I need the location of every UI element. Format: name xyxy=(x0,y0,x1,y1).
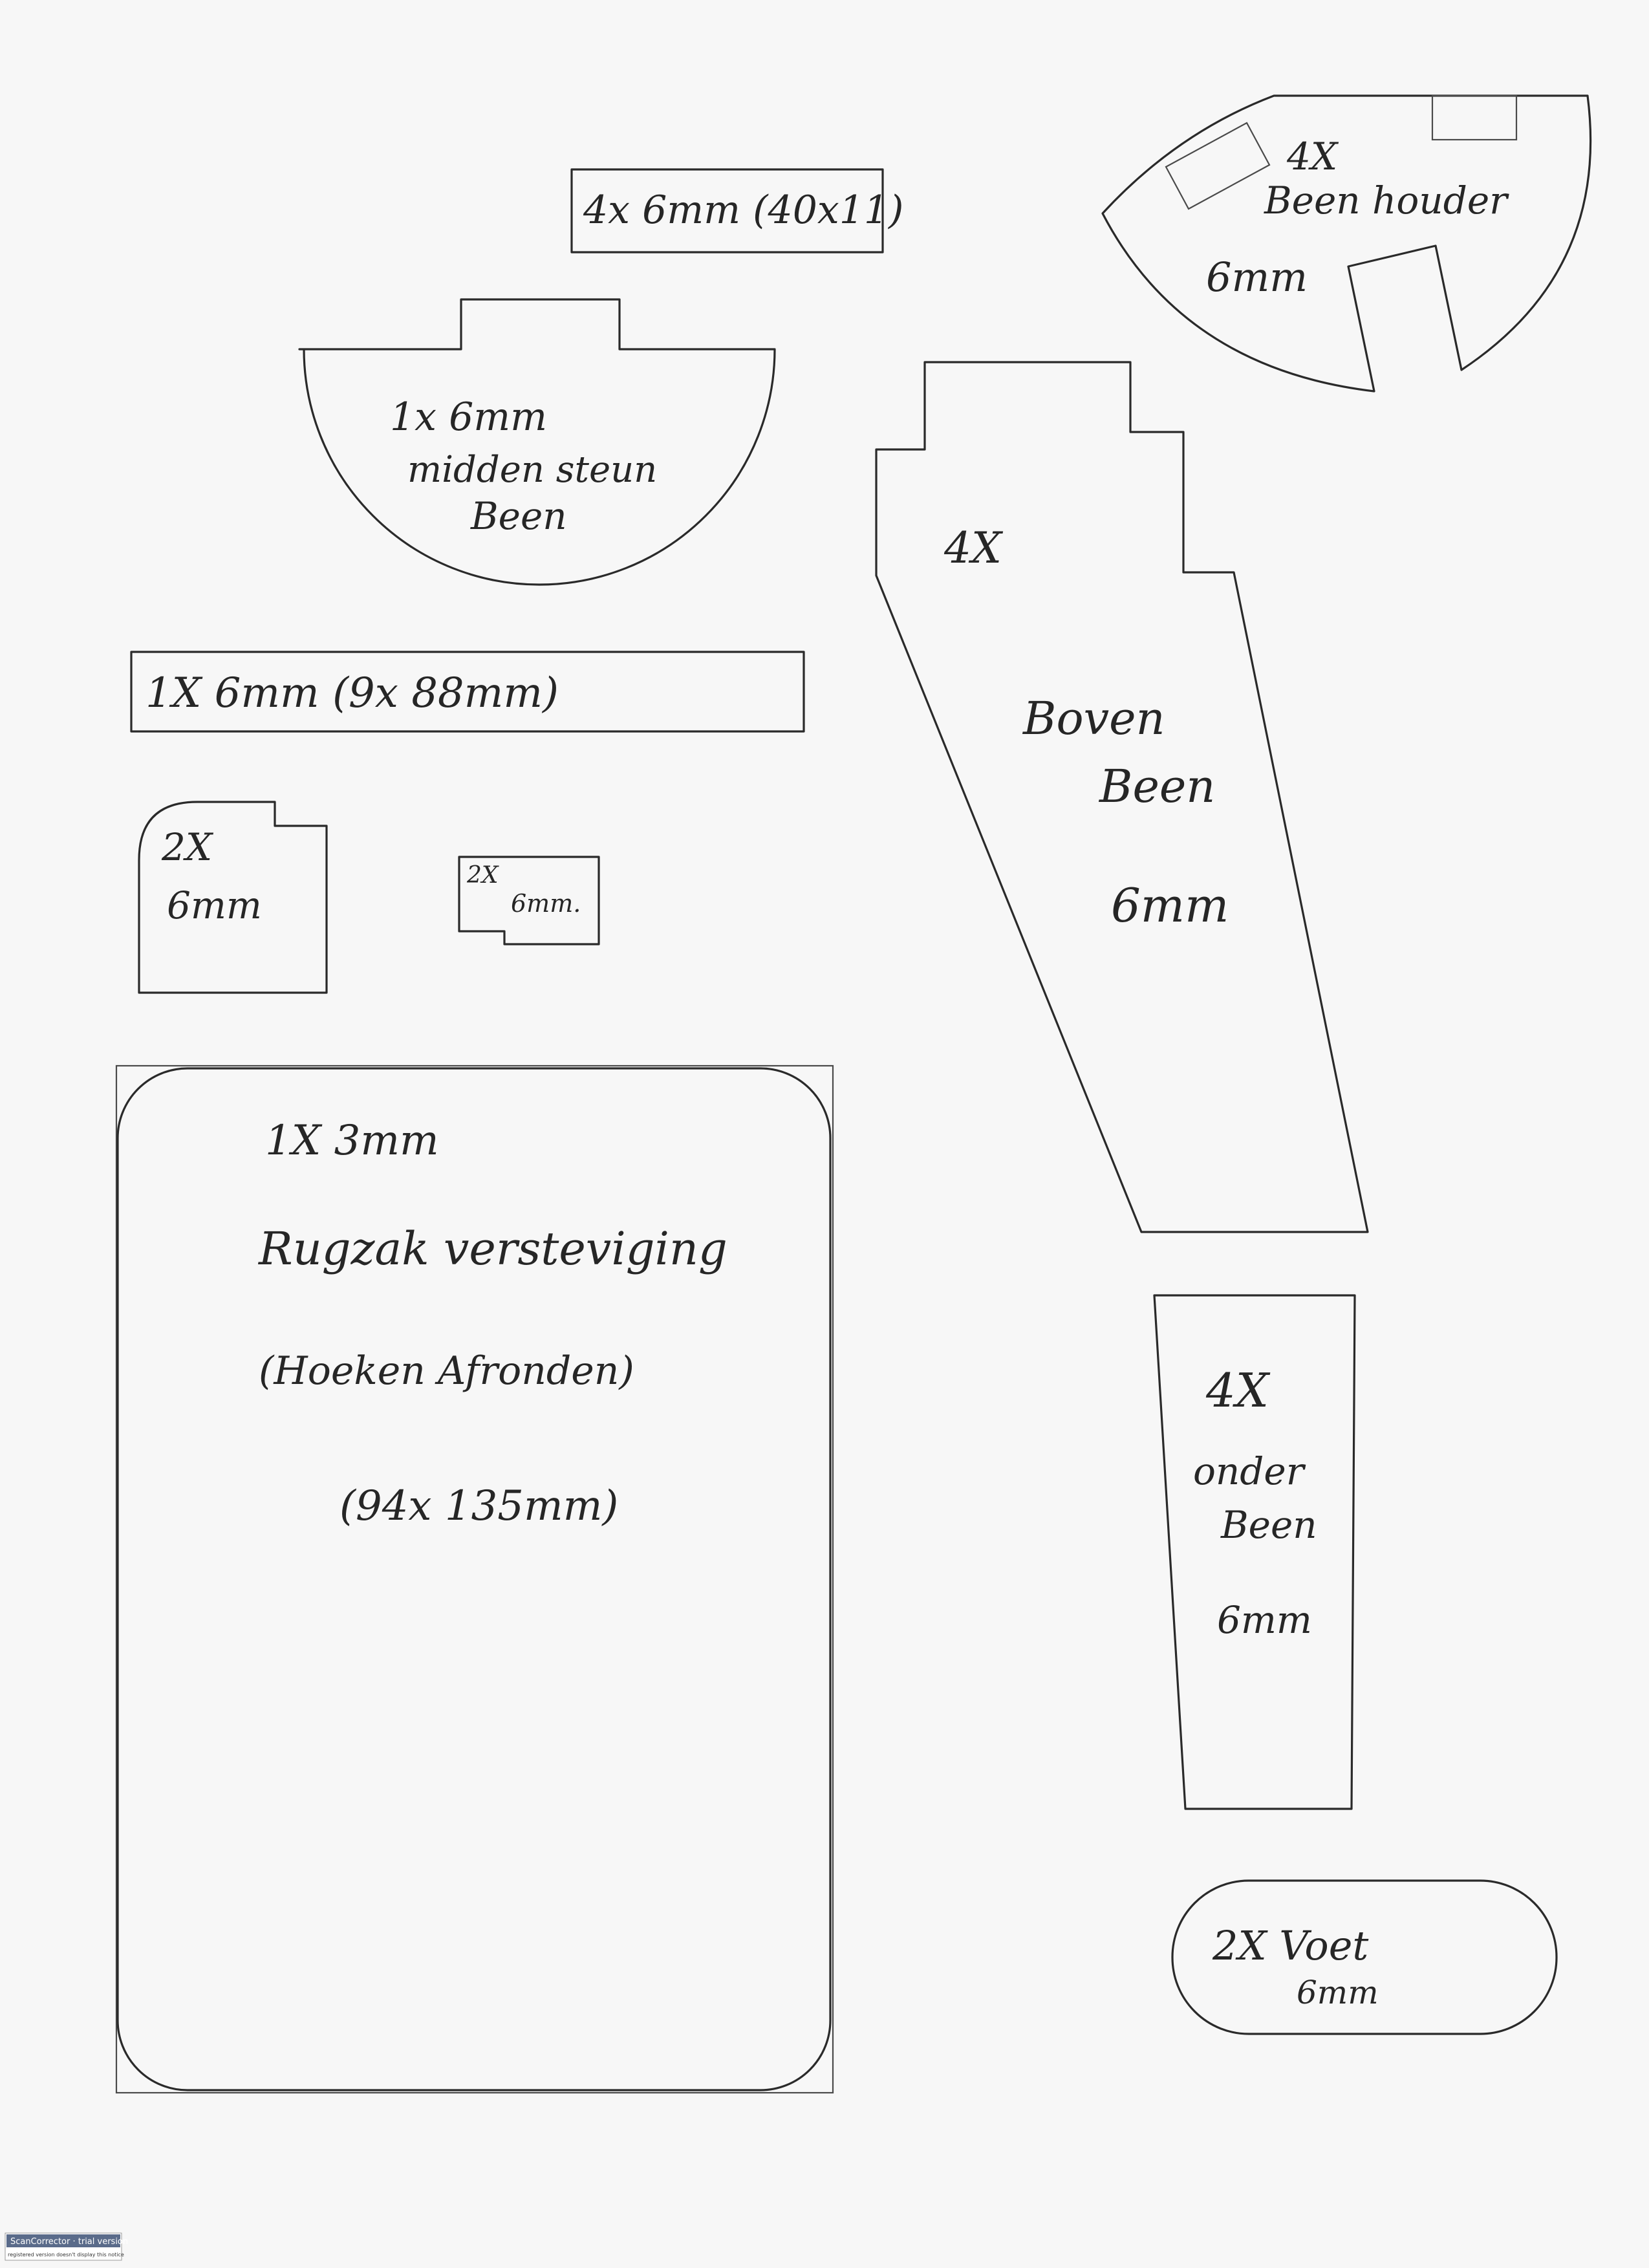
piece-rugzak-versteviging xyxy=(116,1066,833,2093)
scan-watermark xyxy=(5,2233,128,2260)
voet-thickness: 6mm xyxy=(1297,1974,1379,2011)
onder-been-name: onder xyxy=(1193,1449,1304,1493)
onder-been-been: Been xyxy=(1221,1503,1317,1547)
strip-40x11-label: 4x 6mm (40x11) xyxy=(583,188,904,233)
onder-been-qty: 4X xyxy=(1206,1363,1269,1418)
rugzak-name: Rugzak versteviging xyxy=(259,1222,727,1275)
piece-strip-40x11 xyxy=(572,169,903,252)
voet-qty-name: 2X Voet xyxy=(1212,1922,1369,1969)
midden-steun-been: Been xyxy=(471,494,567,538)
rugzak-dimensions: (94x 135mm) xyxy=(339,1482,619,1530)
piece-small-b xyxy=(459,857,599,944)
watermark-subtitle: registered version doesn't display this notice xyxy=(8,2252,124,2258)
boven-been-qty: 4X xyxy=(944,523,1002,573)
piece-small-a xyxy=(139,802,327,993)
small-b-qty: 2X xyxy=(467,862,499,889)
piece-boven-been xyxy=(876,362,1368,1232)
strip-9x88-label: 1X 6mm (9x 88mm) xyxy=(146,669,559,717)
been-houder-name: Been houder xyxy=(1264,178,1507,222)
midden-steun-qty: 1x 6mm xyxy=(390,394,548,440)
been-houder-thickness: 6mm xyxy=(1206,254,1308,301)
boven-been-thickness: 6mm xyxy=(1111,878,1229,933)
piece-onder-been xyxy=(1154,1295,1355,1809)
boven-been-name: Boven xyxy=(1023,692,1165,745)
been-houder-qty: 4X xyxy=(1287,135,1338,178)
rugzak-qty: 1X 3mm xyxy=(265,1117,439,1165)
watermark-title: ScanCorrector · trial version xyxy=(10,2237,129,2247)
onder-been-thickness: 6mm xyxy=(1217,1598,1312,1642)
rugzak-instruction: (Hoeken Afronden) xyxy=(259,1348,634,1394)
boven-been-been: Been xyxy=(1099,760,1216,813)
piece-voet xyxy=(1172,1881,1557,2034)
piece-midden-steun-been xyxy=(299,299,775,585)
piece-strip-9x88 xyxy=(131,652,804,731)
small-a-qty: 2X xyxy=(162,825,213,869)
piece-been-houder xyxy=(1103,96,1591,391)
small-b-thickness: 6mm. xyxy=(511,889,581,918)
small-a-thickness: 6mm xyxy=(167,883,262,927)
midden-steun-name: midden steun xyxy=(407,449,658,491)
